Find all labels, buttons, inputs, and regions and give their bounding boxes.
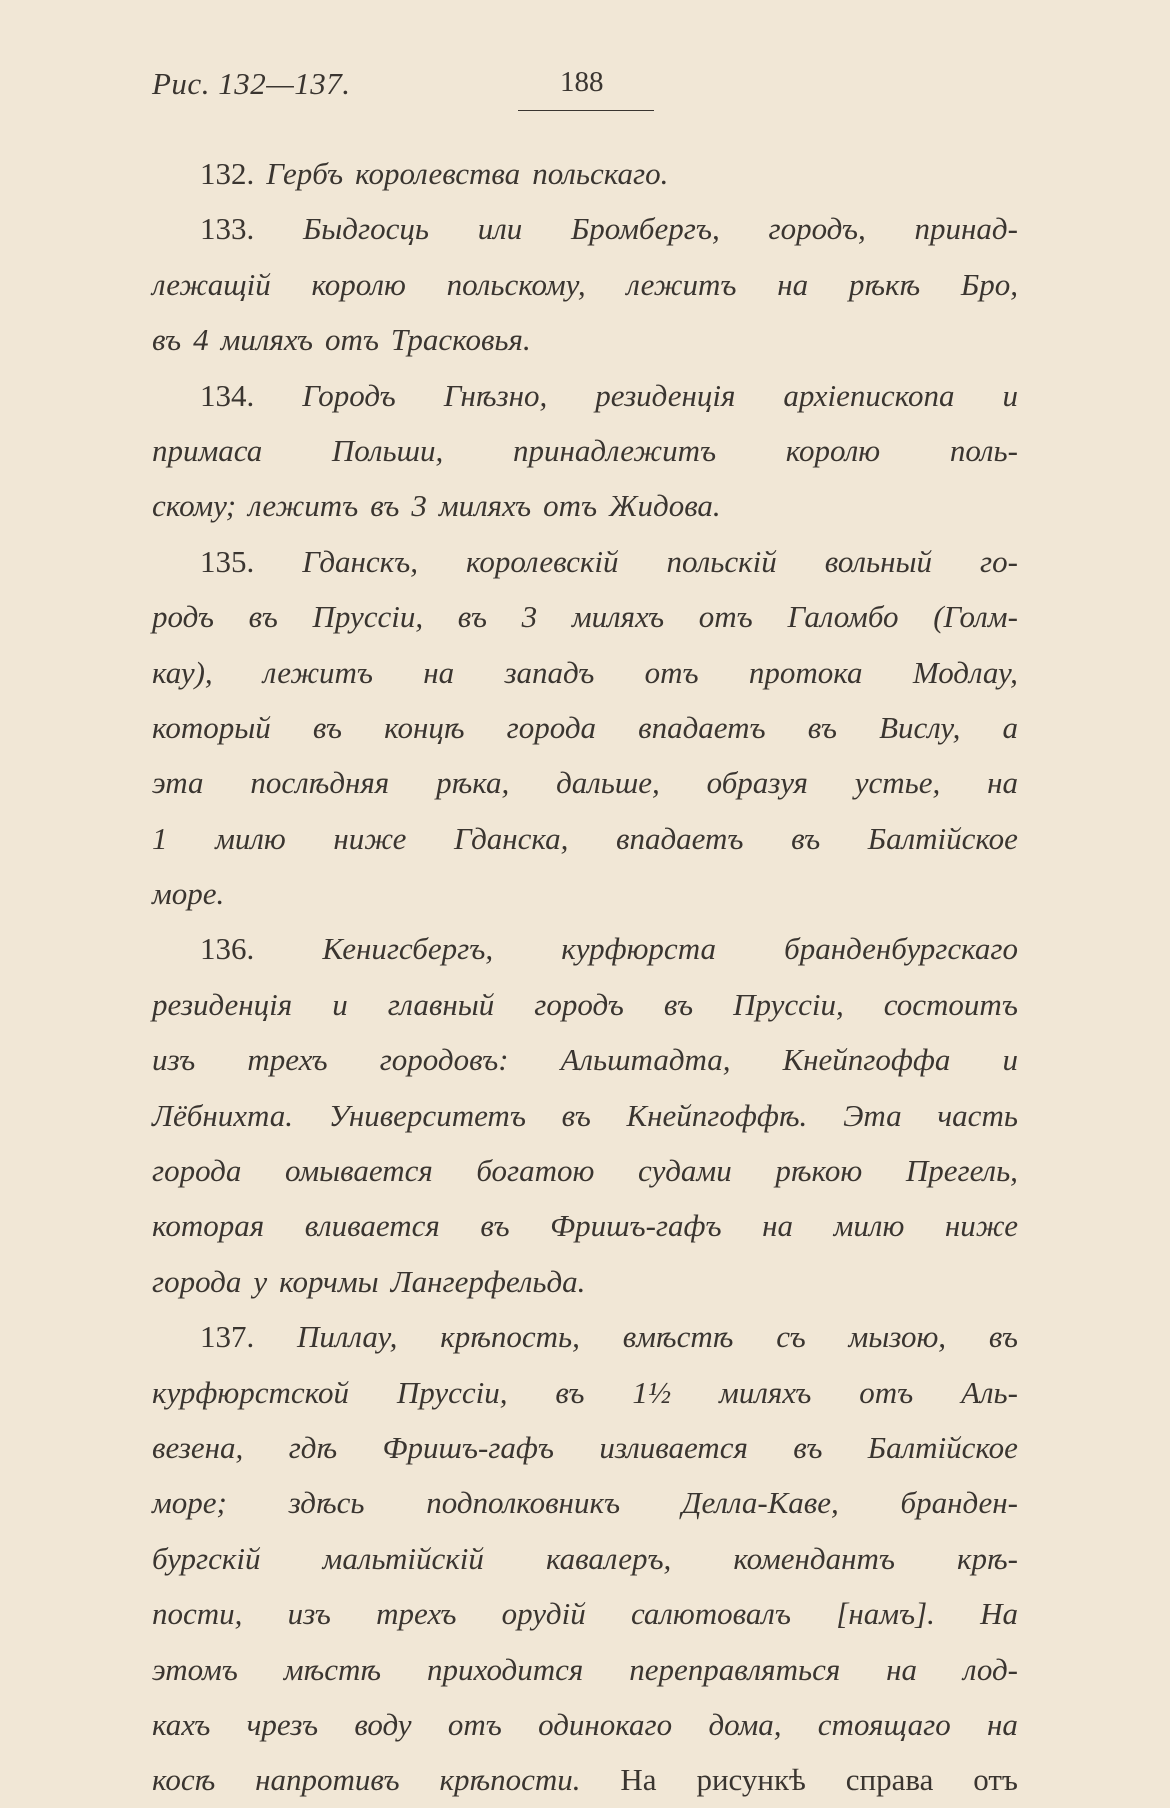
- word: миляхъ: [571, 599, 665, 635]
- header-rule: [518, 110, 654, 111]
- word: стоящаго: [817, 1706, 951, 1742]
- word: Гнѣзно,: [443, 377, 548, 413]
- word-gap: [379, 1254, 391, 1309]
- word: изъ: [287, 1596, 331, 1632]
- word-gap: [236, 478, 248, 533]
- word: Аль-: [961, 1374, 1018, 1410]
- word: и: [1002, 1042, 1018, 1078]
- word: въ: [663, 986, 694, 1022]
- word: Жидова.: [609, 488, 721, 524]
- word-gap: [399, 478, 411, 533]
- word: на: [987, 1706, 1018, 1742]
- text-line: [152, 1642, 1018, 1697]
- word: миляхъ: [220, 322, 313, 358]
- text-line: [152, 1697, 1018, 1752]
- text-line: [152, 1420, 1018, 1475]
- word: 136.: [200, 931, 255, 967]
- word: море;: [152, 1485, 227, 1521]
- word: чрезъ: [246, 1706, 319, 1742]
- word: въ: [791, 820, 821, 856]
- word: резиденція: [152, 986, 293, 1022]
- word: кахъ: [152, 1706, 211, 1742]
- word: орудій: [501, 1596, 586, 1632]
- word: состоитъ: [883, 986, 1018, 1022]
- word: отъ: [973, 1762, 1018, 1798]
- word: города: [506, 709, 597, 745]
- word: (Голм-: [933, 599, 1018, 635]
- word: Галомбо: [787, 599, 899, 635]
- word: въ: [988, 1319, 1018, 1355]
- word-gap: [209, 312, 221, 367]
- word: Фришъ-гафъ: [382, 1429, 554, 1465]
- word-gap: [520, 146, 532, 201]
- word: у: [253, 1263, 268, 1299]
- word: 4: [193, 322, 209, 358]
- word: Бро,: [960, 266, 1018, 302]
- word: въ: [152, 322, 182, 358]
- word-gap: [597, 478, 609, 533]
- text-line: [152, 1309, 1018, 1364]
- word: городъ: [534, 986, 624, 1022]
- word: Модлау,: [912, 654, 1018, 690]
- word: справа: [845, 1762, 934, 1798]
- word: Пиллау,: [297, 1319, 398, 1355]
- text-line: [152, 1752, 1018, 1807]
- word: въ: [480, 1208, 510, 1244]
- word: На: [980, 1596, 1018, 1632]
- text-line: [152, 1198, 1018, 1253]
- word: воду: [354, 1706, 412, 1742]
- word: часть: [937, 1097, 1018, 1133]
- word: на: [423, 654, 455, 690]
- word: крѣпости.: [439, 1762, 581, 1798]
- word: протока: [748, 654, 863, 690]
- word: 1½: [632, 1374, 672, 1410]
- text-line: [152, 312, 1018, 367]
- word: польскому,: [446, 266, 586, 302]
- word: устье,: [854, 765, 941, 801]
- text-line: [152, 1586, 1018, 1641]
- text-line: [152, 1032, 1018, 1087]
- word: Балтійское: [867, 1429, 1018, 1465]
- word: 135.: [200, 543, 255, 579]
- word-gap: [313, 312, 325, 367]
- word: одинокаго: [538, 1706, 673, 1742]
- word: Быдгосць: [303, 211, 429, 247]
- word: комендантъ: [733, 1540, 895, 1576]
- word: отъ: [859, 1374, 914, 1410]
- word-gap: [343, 146, 355, 201]
- word: 1: [152, 820, 168, 856]
- word: приходится: [426, 1651, 584, 1687]
- word: лежитъ: [626, 266, 737, 302]
- word: а: [1002, 709, 1018, 745]
- word: богатою: [476, 1153, 595, 1189]
- word: примаса: [152, 432, 263, 468]
- word: гдѣ: [288, 1429, 338, 1465]
- word: милю: [215, 820, 286, 856]
- text-line: [152, 257, 1018, 312]
- word: Кенигсбергъ,: [322, 931, 494, 967]
- word: курфюрстской: [152, 1374, 349, 1410]
- text-line: [152, 1365, 1018, 1420]
- text-line: [152, 368, 1018, 423]
- word: Польши,: [331, 432, 444, 468]
- word: омывается: [285, 1153, 433, 1189]
- word: трехъ: [247, 1042, 328, 1078]
- word: отъ: [447, 1706, 502, 1742]
- word: го-: [980, 543, 1018, 579]
- word: принад-: [914, 211, 1018, 247]
- word: здѣсь: [288, 1485, 365, 1521]
- word: съ: [776, 1319, 806, 1355]
- text-line: [152, 1088, 1018, 1143]
- word: скому;: [152, 488, 237, 524]
- word: кавалеръ,: [545, 1540, 672, 1576]
- word: которая: [152, 1208, 265, 1244]
- word: Университетъ: [328, 1097, 526, 1133]
- word: вливается: [304, 1208, 440, 1244]
- word: рѣкою: [775, 1153, 863, 1189]
- word: рѣкѣ: [848, 266, 921, 302]
- word: 3: [411, 488, 427, 524]
- word: лежащій: [152, 266, 271, 302]
- word: въ: [793, 1429, 823, 1465]
- word: Гербъ: [266, 156, 344, 191]
- word: Фришъ-гафъ: [550, 1208, 722, 1244]
- text-line: [152, 478, 1018, 533]
- word-gap: [358, 478, 370, 533]
- word: Пруссіи,: [733, 986, 844, 1022]
- word: отъ: [644, 654, 699, 690]
- word: 132.: [200, 156, 255, 191]
- word: лод-: [962, 1651, 1018, 1687]
- word: ниже: [944, 1208, 1018, 1244]
- text-line: [152, 423, 1018, 478]
- word: отъ: [698, 599, 753, 635]
- word: мальтійскій: [322, 1540, 484, 1576]
- body-text: [152, 146, 1018, 1808]
- word: бургскій: [152, 1540, 261, 1576]
- word: Пруссіи,: [396, 1374, 508, 1410]
- text-line: [152, 700, 1018, 755]
- word: главный: [387, 986, 495, 1022]
- word: переправляться: [629, 1651, 841, 1687]
- word: салютовалъ: [630, 1596, 792, 1632]
- word: Кнейпгоффѣ.: [626, 1097, 808, 1133]
- text-line: [152, 201, 1018, 256]
- word: 134.: [200, 377, 255, 413]
- word: въ: [312, 709, 342, 745]
- word: Городъ: [302, 377, 396, 413]
- word: Вислу,: [879, 709, 961, 745]
- word: мызою,: [848, 1319, 947, 1355]
- word: отъ: [324, 322, 379, 358]
- word-gap: [531, 478, 543, 533]
- word: миляхъ: [719, 1374, 812, 1410]
- word: Пруссіи,: [312, 599, 424, 635]
- word: на: [777, 266, 809, 302]
- text-line: [152, 755, 1018, 810]
- word: Гданскъ,: [302, 543, 418, 579]
- word: родъ: [152, 599, 214, 635]
- word-gap: [181, 312, 193, 367]
- text-line: [152, 589, 1018, 644]
- text-line: [152, 1531, 1018, 1586]
- word: и: [1002, 377, 1018, 413]
- word: мѣстѣ: [283, 1651, 382, 1687]
- word: Балтійское: [867, 820, 1018, 856]
- text-line: [152, 811, 1018, 866]
- word: концѣ: [384, 709, 465, 745]
- word: Бромбергъ,: [571, 211, 720, 247]
- word: въ: [457, 599, 487, 635]
- word: 137.: [200, 1319, 255, 1355]
- word: на: [886, 1651, 918, 1687]
- word: или: [477, 211, 523, 247]
- word: впадаетъ: [616, 820, 744, 856]
- word: курфюрста: [561, 931, 716, 967]
- word: и: [332, 986, 348, 1022]
- word: Альштадта,: [560, 1042, 731, 1078]
- word: на: [987, 765, 1018, 801]
- word: На: [620, 1762, 657, 1798]
- word: рисункѣ: [696, 1762, 806, 1798]
- word: отъ: [543, 488, 598, 524]
- word: вмѣстѣ: [622, 1319, 734, 1355]
- text-line: [152, 534, 1018, 589]
- word: польскаго.: [532, 156, 669, 191]
- word: [намъ].: [836, 1596, 935, 1632]
- word: 3: [521, 599, 538, 635]
- page-number: 188: [560, 66, 604, 98]
- word: городовъ:: [379, 1042, 509, 1078]
- text-line: [152, 146, 1018, 201]
- word: который: [152, 709, 271, 745]
- word: королю: [785, 432, 881, 468]
- word: въ: [370, 488, 400, 524]
- word: въ: [248, 599, 278, 635]
- word: 133.: [200, 211, 255, 247]
- text-line: [152, 1143, 1018, 1198]
- word: образуя: [706, 765, 808, 801]
- word: Лёбнихта.: [152, 1097, 293, 1133]
- figure-range-label: Рис. 132—137.: [152, 66, 351, 101]
- word: поль-: [949, 432, 1018, 468]
- word: изливается: [599, 1429, 748, 1465]
- word: судами: [638, 1153, 732, 1189]
- word: море.: [152, 876, 225, 912]
- word: Лангерфельда.: [390, 1263, 586, 1299]
- word: этомъ: [152, 1651, 238, 1687]
- word: западъ: [504, 654, 595, 690]
- word: на: [762, 1208, 794, 1244]
- word-gap: [254, 146, 266, 201]
- word: корчмы: [279, 1263, 379, 1299]
- word: косѣ: [152, 1762, 216, 1798]
- word: королевства: [355, 156, 521, 191]
- word: вольный: [824, 543, 933, 579]
- word-gap: [241, 1254, 253, 1309]
- word: Прегель,: [905, 1153, 1018, 1189]
- word: принадлежитъ: [512, 432, 717, 468]
- word: бранденбургскаго: [784, 931, 1018, 967]
- text-line: [152, 921, 1018, 976]
- word: эта: [152, 765, 204, 801]
- word: послѣдняя: [250, 765, 390, 801]
- word: Гданска,: [454, 820, 569, 856]
- word: крѣ-: [956, 1540, 1018, 1576]
- word: дома,: [708, 1706, 782, 1742]
- word: польскій: [666, 543, 777, 579]
- word: лежитъ: [262, 654, 374, 690]
- word: резиденція: [595, 377, 736, 413]
- word: въ: [807, 709, 837, 745]
- word: милю: [833, 1208, 905, 1244]
- word: королевскій: [466, 543, 619, 579]
- word: городъ,: [768, 211, 866, 247]
- text-line: [152, 1475, 1018, 1530]
- word: трехъ: [376, 1596, 457, 1632]
- word-gap: [267, 1254, 279, 1309]
- word: архіепископа: [783, 377, 955, 413]
- word: везена,: [152, 1429, 244, 1465]
- word: подполковникъ: [426, 1485, 621, 1521]
- word: въ: [555, 1374, 585, 1410]
- word: Делла-Каве,: [681, 1485, 839, 1521]
- word: дальше,: [556, 765, 660, 801]
- word: впадаетъ: [638, 709, 766, 745]
- word: крѣпость,: [440, 1319, 580, 1355]
- text-line: [152, 866, 1018, 921]
- word-gap: [379, 312, 391, 367]
- word: Трасковья.: [390, 322, 531, 358]
- word: города: [152, 1153, 242, 1189]
- text-line: [152, 977, 1018, 1032]
- text-line: [152, 1254, 1018, 1309]
- word: Эта: [843, 1097, 902, 1133]
- word: Кнейпгоффа: [782, 1042, 951, 1078]
- word: въ: [561, 1097, 591, 1133]
- word: города: [152, 1263, 242, 1299]
- word: королю: [311, 266, 406, 302]
- word-gap: [427, 478, 439, 533]
- word: напротивъ: [255, 1762, 400, 1798]
- word: пости,: [152, 1596, 243, 1632]
- word: кау),: [152, 654, 213, 690]
- text-line: [152, 645, 1018, 700]
- word: изъ: [152, 1042, 196, 1078]
- word: ниже: [333, 820, 407, 856]
- word: лежитъ: [248, 488, 359, 524]
- word: бранден-: [900, 1485, 1018, 1521]
- word: миляхъ: [438, 488, 532, 524]
- word: рѣка,: [436, 765, 510, 801]
- running-head: [152, 66, 1012, 112]
